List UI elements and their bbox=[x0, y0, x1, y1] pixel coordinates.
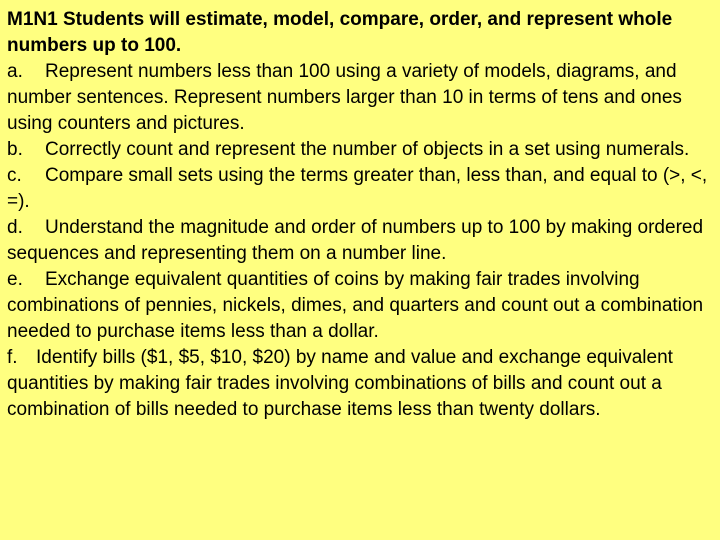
standard-title: M1N1 Students will estimate, model, compare, order, and represent whole numbers up to 100. bbox=[7, 9, 673, 56]
element-text: Represent numbers less than 100 using a variety of models, diagrams, and number sentences. Represent numbers larger than 10 in terms of tens and ones using counters and pictures. bbox=[7, 61, 682, 134]
element-letter: e. bbox=[7, 269, 23, 290]
element-e bbox=[7, 267, 714, 345]
element-text: Correctly count and represent the number of objects in a set using numerals. bbox=[45, 139, 690, 160]
element-text: Understand the magnitude and order of numbers up to 100 by making ordered sequences and representing them on a number line. bbox=[7, 217, 704, 264]
element-text: Compare small sets using the terms greater than, less than, and equal to (>, <, =). bbox=[7, 165, 708, 212]
element-f bbox=[7, 345, 714, 423]
element-text: Exchange equivalent quantities of coins by making fair trades involving combinations of pennies, nickels, dimes, and quarters and count out a combination needed to purchase items less than a dollar. bbox=[7, 269, 704, 342]
element-letter: b. bbox=[7, 139, 23, 160]
element-letter: c. bbox=[7, 165, 22, 186]
element-c bbox=[7, 163, 714, 215]
element-d bbox=[7, 215, 714, 267]
element-b bbox=[7, 137, 714, 163]
element-text: Identify bills ($1, $5, $10, $20) by name and value and exchange equivalent quantities by making fair trades involving combinations of bills and count out a combination of bills needed to purchase items less than twenty dollars. bbox=[7, 347, 673, 420]
element-a bbox=[7, 59, 714, 137]
element-letter: a. bbox=[7, 61, 23, 82]
element-letter: f. bbox=[7, 347, 18, 368]
element-letter: d. bbox=[7, 217, 23, 238]
